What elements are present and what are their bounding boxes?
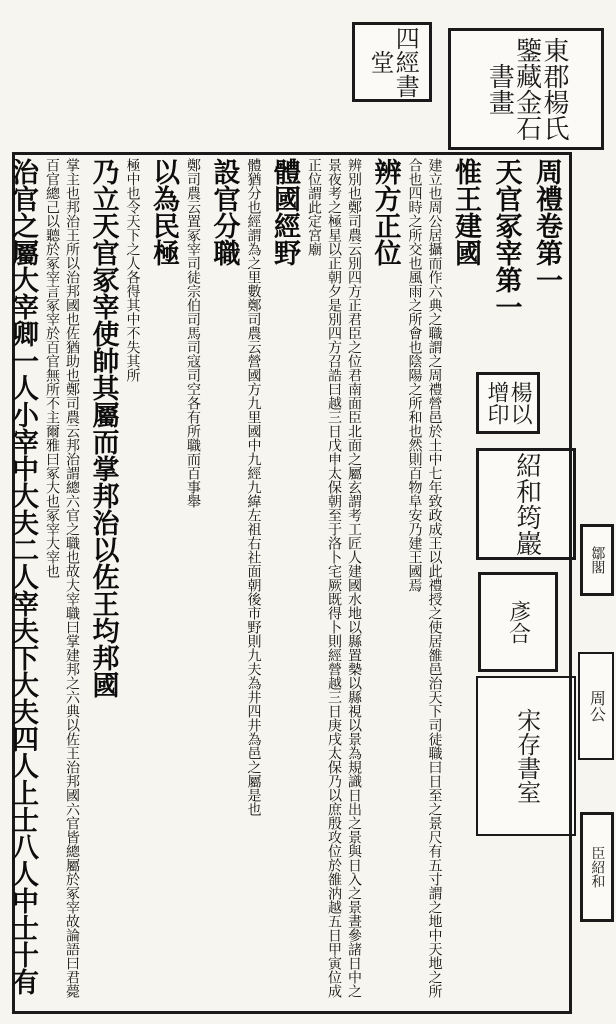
text-column-6: 乃立天官冢宰使帥其屬而掌邦治以佐王均邦國 bbox=[87, 158, 119, 698]
chapter-title: 天官冢宰第一 bbox=[490, 158, 522, 320]
seal-top-right: 東郡楊氏鑒藏金石書畫 bbox=[448, 28, 604, 150]
seal-right-2: 周公 bbox=[578, 652, 614, 760]
seal-right-3: 臣紹和 bbox=[580, 812, 614, 922]
book-title: 周禮卷第一 bbox=[531, 158, 562, 293]
seal-top-left: 四經書堂 bbox=[352, 22, 432, 102]
seal-right-1: 鄒閣 bbox=[580, 524, 614, 596]
text-column-3: 體國經野 bbox=[269, 158, 300, 266]
seal-mid-2: 紹和筠巖 bbox=[476, 448, 576, 560]
annotation-column-3: 體猶分也經謂為之里數鄭司農云營國方九里國中九經九緯左祖右社面朝後市野則九夫為井四井為邑之屬是也 bbox=[245, 158, 262, 816]
classical-text-body bbox=[7, 158, 566, 1008]
text-column-5: 以為民極 bbox=[148, 158, 179, 266]
seal-mid-3: 彥合 bbox=[478, 572, 558, 672]
annotation-column-2: 辨別也鄭司農云別四方正君臣之位君南面臣北面之屬玄謂考工匠人建國水地以縣置槷以縣視以景為規識日出之景與日入之景晝參諸日中之景夜考之極星以正朝夕是別四方召誥曰越三日戊申太保朝至于洛卜宅厥既得卜則經營越三日庚戌太保乃以庶殷攻位於雒汭越五日甲寅位成正位謂此定宮廟 bbox=[306, 158, 362, 998]
text-column-1: 惟王建國 bbox=[450, 158, 481, 266]
text-column-2: 辨方正位 bbox=[369, 158, 401, 266]
annotation-column-6: 掌主也邦治王所以治邦國也佐猶助也鄭司農云邦治謂總六官之職也故大宰職曰掌建邦之六典以佐王治邦國六官皆總屬於冢宰故論語曰君薨百官總己以聽於冢宰言冢宰於百官無所不主爾雅曰冢大也冢宰大宰也 bbox=[44, 158, 80, 998]
annotation-column-1: 建立也周公居攝而作六典之職謂之周禮營邑於土中七年致政成王以此禮授之使居雒邑治天下司徒職曰日至之景尺有五寸謂之地中天地之所合也四時之所交也風雨之所會也陰陽之所和也然則百物阜安乃建王國焉 bbox=[406, 158, 443, 998]
annotation-column-5: 極中也令天下之人各得其中不失其所 bbox=[124, 158, 141, 382]
seal-mid-1: 楊以增印 bbox=[476, 372, 540, 434]
annotation-column-4: 鄭司農云置冢宰司徒宗伯司馬司寇司空各有所職而百事舉 bbox=[185, 158, 201, 508]
text-column-7: 治官之屬大宰卿一人小宰中大夫二人宰夫下大夫四人上士八人中士十有 bbox=[7, 158, 38, 995]
text-column-4: 設官分職 bbox=[208, 158, 240, 266]
seal-mid-4: 宋存書室 bbox=[476, 676, 576, 836]
